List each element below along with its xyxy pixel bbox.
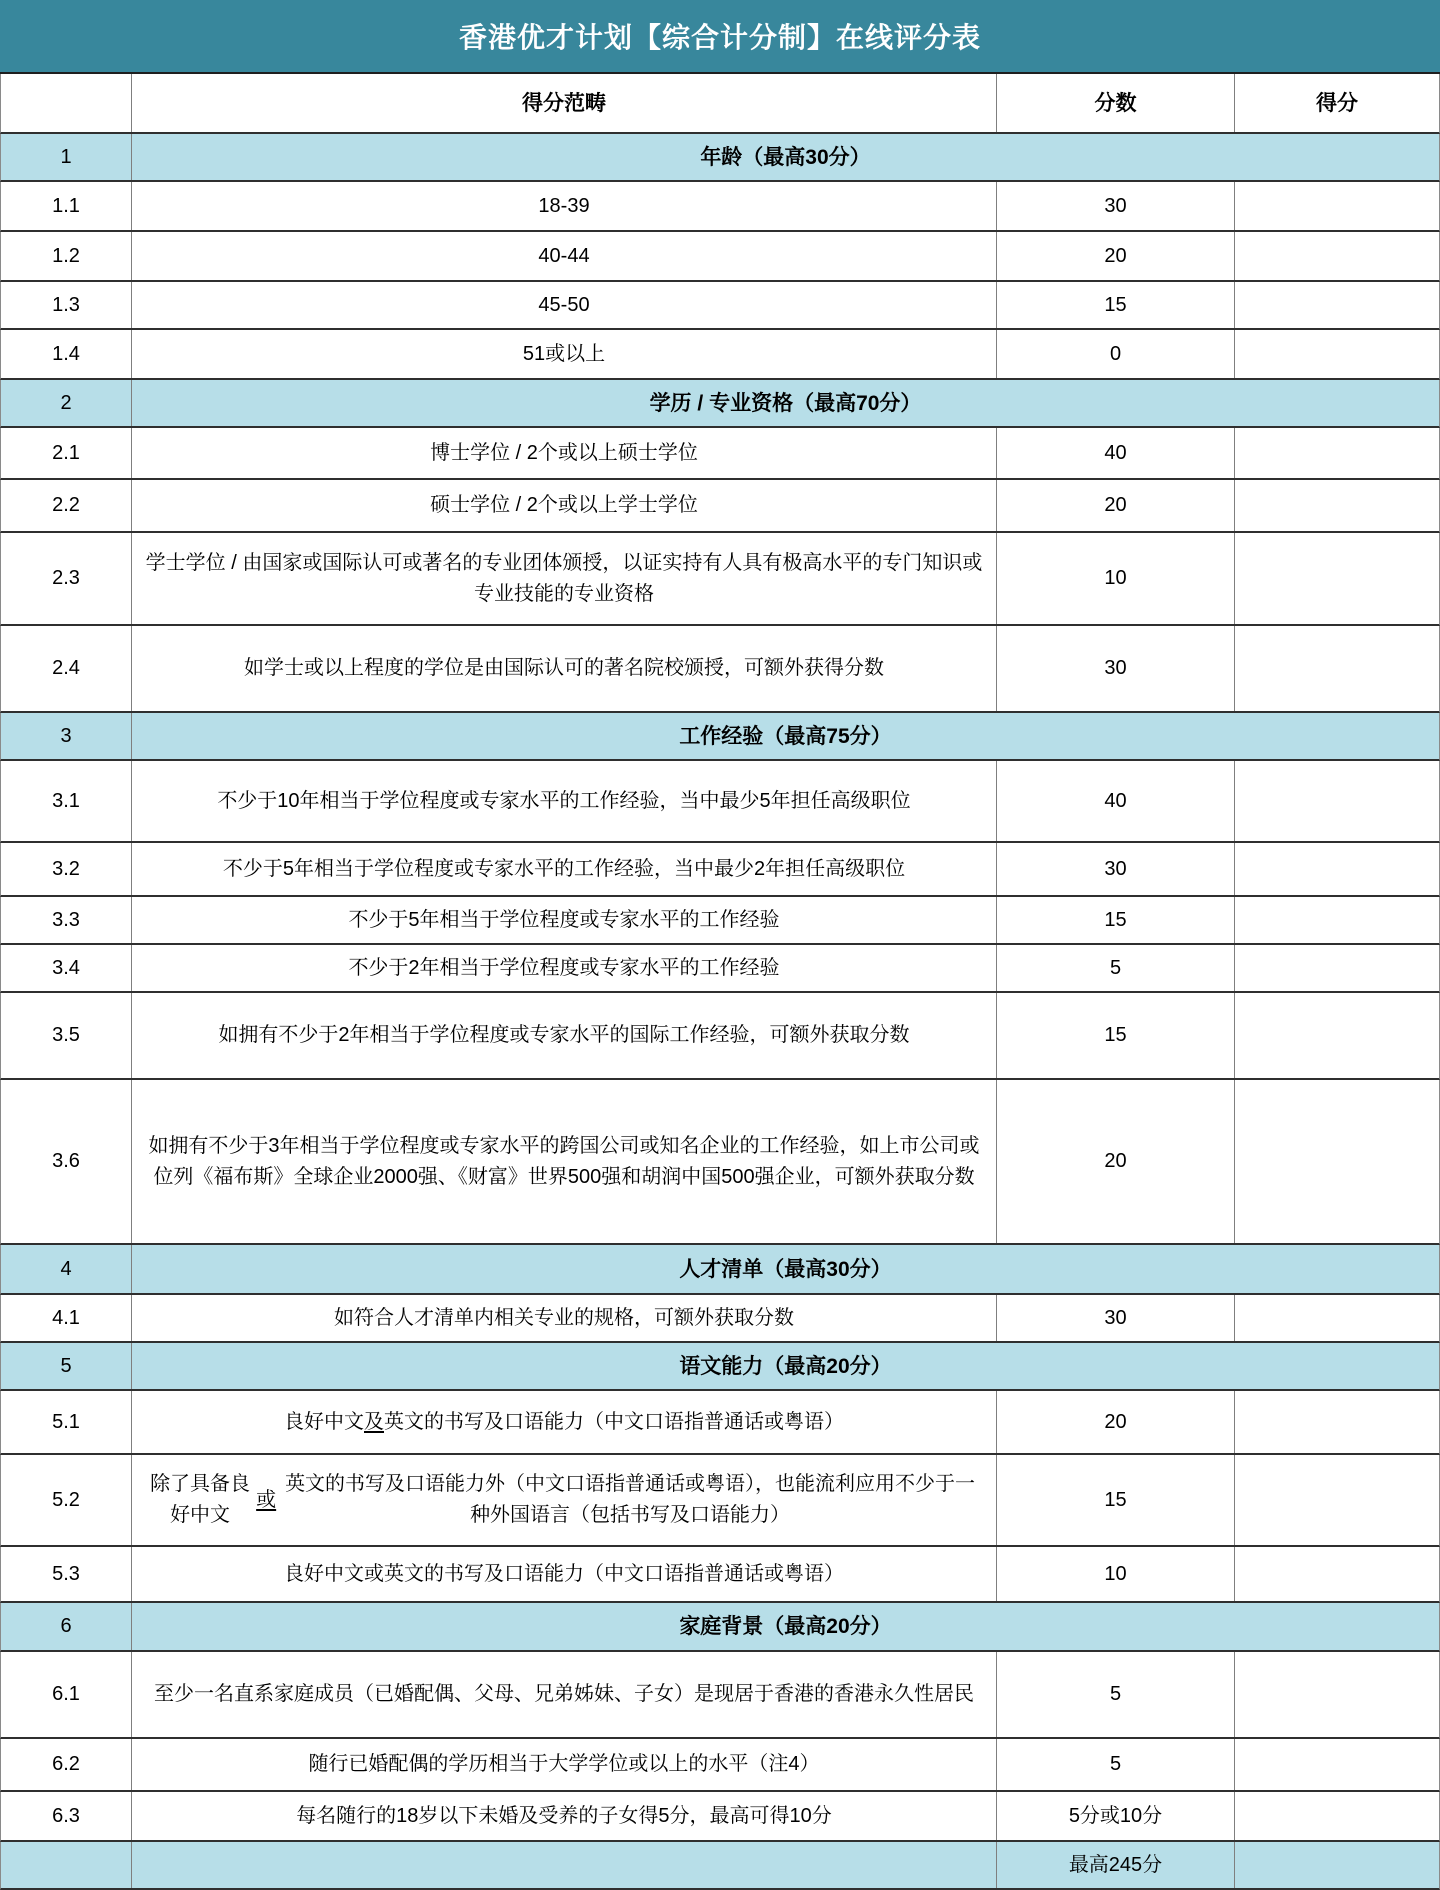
row-number-cell: 6.3 — [52, 1804, 80, 1827]
score-cell[interactable] — [1234, 282, 1439, 328]
header-category-cell: 得分范畴 — [131, 74, 996, 132]
item-row-2.1 — [0, 428, 1440, 480]
points-cell: 15 — [996, 282, 1234, 328]
points-cell: 20 — [996, 480, 1234, 531]
section-row-6 — [0, 1603, 1440, 1652]
score-cell[interactable] — [1234, 533, 1439, 624]
category-cell: 不少于10年相当于学位程度或专家水平的工作经验，当中最少5年担任高级职位 — [131, 761, 996, 841]
score-cell[interactable] — [1234, 993, 1439, 1078]
section-label-cell: 学历 / 专业资格（最高70分） — [131, 380, 1439, 426]
category-cell: 硕士学位 / 2个或以上学士学位 — [131, 480, 996, 531]
row-number-cell: 6.1 — [52, 1683, 80, 1705]
points-cell: 20 — [996, 1391, 1234, 1453]
section-row-4 — [0, 1245, 1440, 1295]
item-row-6.3 — [0, 1792, 1440, 1842]
category-cell: 良好中文或英文的书写及口语能力（中文口语指普通话或粤语） — [131, 1547, 996, 1601]
section-number-cell: 4 — [60, 1257, 72, 1280]
item-row-3.1 — [0, 761, 1440, 843]
score-cell[interactable] — [1234, 1547, 1439, 1601]
section-number-cell: 3 — [60, 724, 72, 747]
header-points-cell: 分数 — [996, 74, 1234, 132]
category-cell: 如拥有不少于2年相当于学位程度或专家水平的国际工作经验，可额外获取分数 — [131, 993, 996, 1078]
category-cell: 45-50 — [131, 282, 996, 328]
score-cell[interactable] — [1234, 182, 1439, 230]
table-footer-row — [0, 1842, 1440, 1890]
section-label-cell: 人才清单（最高30分） — [131, 1245, 1439, 1293]
row-number-cell: 1.3 — [52, 293, 80, 316]
row-number-cell: 2.3 — [52, 567, 80, 589]
category-cell: 如学士或以上程度的学位是由国际认可的著名院校颁授，可额外获得分数 — [131, 626, 996, 711]
item-row-6.2 — [0, 1739, 1440, 1792]
points-cell: 40 — [996, 761, 1234, 841]
score-cell[interactable] — [1234, 1792, 1439, 1840]
section-label-cell: 家庭背景（最高20分） — [131, 1603, 1439, 1650]
score-cell[interactable] — [1234, 945, 1439, 991]
row-number-cell: 5.1 — [52, 1410, 80, 1433]
item-row-3.3 — [0, 897, 1440, 945]
category-cell: 学士学位 / 由国家或国际认可或著名的专业团体颁授，以证实持有人具有极高水平的专门知识或专业技能的专业资格 — [131, 533, 996, 624]
row-number-cell: 2.4 — [52, 657, 80, 679]
points-cell: 5 — [996, 1739, 1234, 1790]
underlined-text: 及 — [364, 1410, 384, 1433]
item-row-1.3 — [0, 282, 1440, 330]
underlined-text: 或 — [256, 1488, 277, 1511]
points-cell: 15 — [996, 993, 1234, 1078]
footer-category-cell — [131, 1842, 996, 1888]
header-row-number-cell — [1, 74, 131, 132]
row-number-cell: 1.1 — [52, 194, 80, 217]
score-cell[interactable] — [1234, 626, 1439, 711]
points-cell: 5分或10分 — [996, 1792, 1234, 1840]
points-cell: 5 — [996, 1652, 1234, 1737]
section-label-cell: 工作经验（最高75分） — [131, 713, 1439, 759]
table-body — [0, 134, 1440, 1842]
score-cell[interactable] — [1234, 1080, 1439, 1243]
section-row-5 — [0, 1343, 1440, 1391]
text-segment: 英文的书写及口语能力（中文口语指普通话或粤语） — [384, 1410, 844, 1433]
score-cell[interactable] — [1234, 1652, 1439, 1737]
footer-points-cell: 最高245分 — [996, 1842, 1234, 1888]
category-cell: 如符合人才清单内相关专业的规格，可额外获取分数 — [131, 1295, 996, 1341]
header-score-cell: 得分 — [1234, 74, 1439, 132]
points-cell: 10 — [996, 1547, 1234, 1601]
item-row-1.1 — [0, 182, 1440, 232]
category-cell: 不少于5年相当于学位程度或专家水平的工作经验，当中最少2年担任高级职位 — [131, 843, 996, 895]
row-number-cell: 4.1 — [52, 1306, 80, 1329]
points-cell: 20 — [996, 1080, 1234, 1243]
section-number-cell: 2 — [60, 391, 72, 414]
points-cell: 30 — [996, 626, 1234, 711]
category-cell: 不少于5年相当于学位程度或专家水平的工作经验 — [131, 897, 996, 943]
section-number-cell: 6 — [60, 1615, 72, 1637]
item-row-3.5 — [0, 993, 1440, 1080]
points-cell: 40 — [996, 428, 1234, 478]
item-row-1.4 — [0, 330, 1440, 380]
score-cell[interactable] — [1234, 330, 1439, 378]
section-row-2 — [0, 380, 1440, 428]
category-cell: 至少一名直系家庭成员（已婚配偶、父母、兄弟姊妹、子女）是现居于香港的香港永久性居民 — [131, 1652, 996, 1737]
score-cell[interactable] — [1234, 1391, 1439, 1453]
row-number-cell: 3.3 — [52, 908, 80, 931]
section-row-1 — [0, 134, 1440, 182]
points-cell: 15 — [996, 897, 1234, 943]
section-number-cell: 5 — [60, 1354, 72, 1377]
points-cell: 5 — [996, 945, 1234, 991]
score-cell[interactable] — [1234, 232, 1439, 280]
points-cell: 30 — [996, 182, 1234, 230]
item-row-5.2 — [0, 1455, 1440, 1547]
item-row-3.6 — [0, 1080, 1440, 1245]
score-cell[interactable] — [1234, 1295, 1439, 1341]
row-number-cell: 2.1 — [52, 441, 80, 464]
table-header-row — [0, 74, 1440, 134]
score-cell[interactable] — [1234, 843, 1439, 895]
score-cell[interactable] — [1234, 761, 1439, 841]
row-number-cell: 3.2 — [52, 857, 80, 880]
row-number-cell: 6.2 — [52, 1753, 80, 1775]
item-row-4.1 — [0, 1295, 1440, 1343]
row-number-cell: 3.6 — [52, 1150, 80, 1172]
footer-row-number-cell — [1, 1842, 131, 1888]
category-cell: 博士学位 / 2个或以上硕士学位 — [131, 428, 996, 478]
text-segment: 良好中文 — [284, 1410, 364, 1433]
row-number-cell: 5.3 — [52, 1562, 80, 1585]
page-title: 香港优才计划【综合计分制】在线评分表 — [0, 0, 1440, 74]
section-label-cell: 年龄（最高30分） — [131, 134, 1439, 180]
category-cell: 不少于2年相当于学位程度或专家水平的工作经验 — [131, 945, 996, 991]
text-segment: 英文的书写及口语能力外（中文口语指普通话或粤语），也能流利应用不少于一种外国语言（包括书写及口语能力） — [285, 1473, 976, 1526]
row-number-cell: 3.1 — [52, 789, 80, 812]
points-cell: 10 — [996, 533, 1234, 624]
category-cell: 每名随行的18岁以下未婚及受养的子女得5分，最高可得10分 — [131, 1792, 996, 1840]
category-cell — [131, 1391, 996, 1453]
item-row-5.1 — [0, 1391, 1440, 1455]
section-label-cell: 语文能力（最高20分） — [131, 1343, 1439, 1389]
row-number-cell: 2.2 — [52, 494, 80, 516]
score-cell[interactable] — [1234, 428, 1439, 478]
section-number-cell: 1 — [60, 145, 72, 168]
row-number-cell: 5.2 — [52, 1488, 80, 1511]
item-row-5.3 — [0, 1547, 1440, 1603]
text-segment: 除了具备良好中文 — [150, 1473, 251, 1526]
row-number-cell: 1.2 — [52, 244, 80, 267]
category-cell: 40-44 — [131, 232, 996, 280]
category-cell: 51或以上 — [131, 330, 996, 378]
item-row-2.4 — [0, 626, 1440, 713]
item-row-6.1 — [0, 1652, 1440, 1739]
row-number-cell: 3.4 — [52, 956, 80, 979]
item-row-1.2 — [0, 232, 1440, 282]
item-row-2.2 — [0, 480, 1440, 533]
points-cell: 30 — [996, 843, 1234, 895]
category-cell: 随行已婚配偶的学历相当于大学学位或以上的水平（注4） — [131, 1739, 996, 1790]
score-cell[interactable] — [1234, 480, 1439, 531]
score-cell[interactable] — [1234, 1739, 1439, 1790]
points-cell: 0 — [996, 330, 1234, 378]
score-cell[interactable] — [1234, 1455, 1439, 1545]
item-row-3.2 — [0, 843, 1440, 897]
score-cell[interactable] — [1234, 897, 1439, 943]
category-cell — [131, 1455, 996, 1545]
row-number-cell: 1.4 — [52, 342, 80, 365]
row-number-cell: 3.5 — [52, 1024, 80, 1046]
points-cell: 15 — [996, 1455, 1234, 1545]
points-cell: 30 — [996, 1295, 1234, 1341]
section-row-3 — [0, 713, 1440, 761]
item-row-3.4 — [0, 945, 1440, 993]
category-cell: 18-39 — [131, 182, 996, 230]
points-cell: 20 — [996, 232, 1234, 280]
item-row-2.3 — [0, 533, 1440, 626]
footer-score-cell[interactable] — [1234, 1842, 1439, 1888]
category-cell: 如拥有不少于3年相当于学位程度或专家水平的跨国公司或知名企业的工作经验，如上市公司或位列《福布斯》全球企业2000强、《财富》世界500强和胡润中国500强企业，可额外获取分数 — [131, 1080, 996, 1243]
